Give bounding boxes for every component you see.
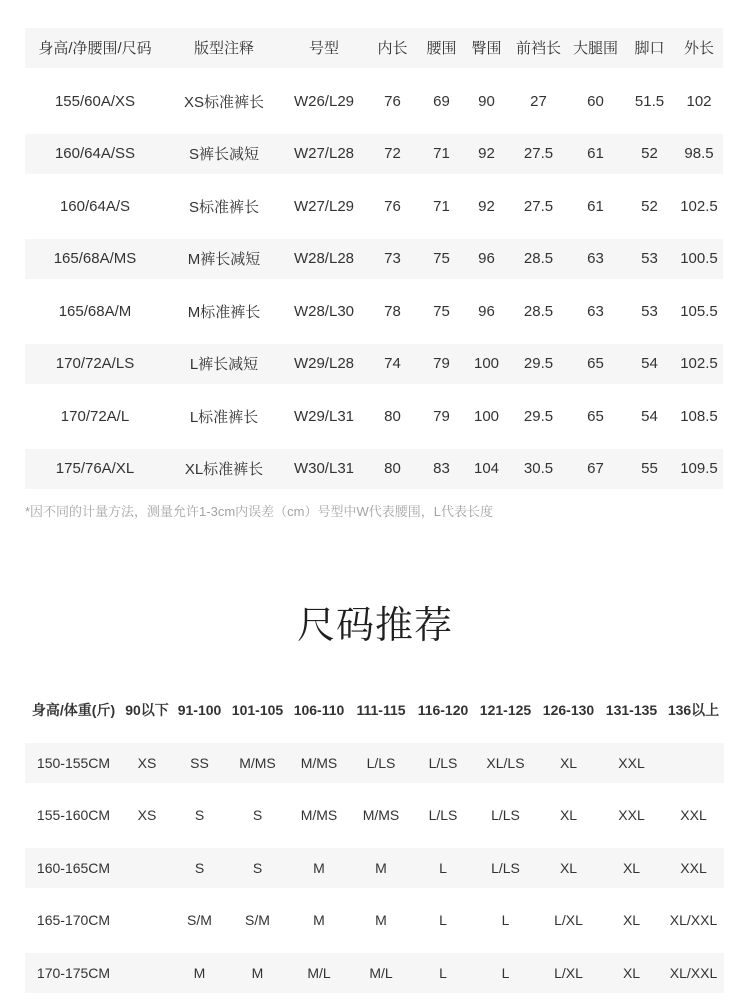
header-cell: 111-115 <box>356 702 406 719</box>
table-row <box>25 180 723 233</box>
table-cell: 53 <box>641 250 658 268</box>
table-cell: 55 <box>641 460 658 478</box>
table-row-band <box>25 396 723 436</box>
table-cell: S <box>194 807 205 824</box>
table-cell: 53 <box>641 302 658 320</box>
header-cell: 大腿围 <box>572 40 618 57</box>
table-cell: 108.5 <box>680 407 718 425</box>
size-measurement-table <box>25 20 723 495</box>
table-cell: 98.5 <box>684 145 714 163</box>
table-cell: 54 <box>641 355 658 373</box>
table-cell: 170/72A/L <box>60 407 130 425</box>
table-cell: 75 <box>433 302 450 320</box>
table-cell: 96 <box>478 302 495 320</box>
table-row-band <box>25 743 724 783</box>
table-row <box>25 285 723 338</box>
header-cell: 前裆长 <box>515 40 561 57</box>
table-cell: XS <box>137 754 157 771</box>
table-cell: M/L <box>307 964 331 981</box>
table-cell: XL <box>622 859 641 876</box>
table-cell: 73 <box>384 250 401 268</box>
table-cell: XL <box>622 964 641 981</box>
table-cell: S/M <box>245 912 270 929</box>
header-row <box>25 20 723 75</box>
table-cell: M/MS <box>300 754 338 771</box>
table-cell: W28/L28 <box>293 250 355 268</box>
table-cell: 165/68A/M <box>58 302 132 320</box>
table-cell: 102 <box>686 92 712 110</box>
measurement-tolerance-note: *因不同的计量方法，测量允许1-3cm内误差（cm）号型中W代表腰围，L代表长度 <box>25 504 494 519</box>
table-cell: 28.5 <box>523 302 554 320</box>
table-cell: 100.5 <box>680 250 718 268</box>
table-cell: 27 <box>530 92 547 110</box>
table-cell: 160/64A/SS <box>54 145 136 163</box>
table-cell: 92 <box>478 197 495 215</box>
header-row-band <box>25 28 723 68</box>
header-cell: 号型 <box>308 40 339 57</box>
table-cell: L/LS <box>491 859 520 876</box>
table-cell: W28/L30 <box>293 302 355 320</box>
table-cell: L裤长减短 <box>189 356 259 374</box>
table-row-band <box>25 795 724 835</box>
table-cell: L/XL <box>554 912 583 929</box>
table-cell: 155/60A/XS <box>54 92 136 110</box>
table-cell: 29.5 <box>523 355 554 373</box>
table-cell: 150-155CM <box>36 754 111 771</box>
header-cell: 131-135 <box>605 702 658 719</box>
table-cell: 155-160CM <box>36 807 111 824</box>
table-cell: 76 <box>384 197 401 215</box>
table-cell: W26/L29 <box>293 92 355 110</box>
table-cell: 102.5 <box>680 197 718 215</box>
table-cell: 52 <box>641 197 658 215</box>
table-cell: M/MS <box>300 807 338 824</box>
header-cell: 136以上 <box>667 702 720 719</box>
table-row-band <box>25 449 723 489</box>
table-cell: L/LS <box>428 754 458 771</box>
table-cell: L/XL <box>554 964 583 981</box>
table-cell: 71 <box>433 145 450 163</box>
header-cell: 脚口 <box>634 40 665 57</box>
table-row <box>25 75 723 128</box>
table-row <box>25 789 724 842</box>
table-cell: 100 <box>473 407 500 425</box>
size-recommend-title: 尺码推荐 <box>296 605 453 647</box>
table-cell: 75 <box>433 250 450 268</box>
table-cell: XL <box>559 807 578 824</box>
table-cell: 28.5 <box>523 250 554 268</box>
header-cell: 外长 <box>683 40 714 57</box>
table-row-band <box>25 239 723 279</box>
table-cell: M <box>375 912 387 929</box>
table-cell: 27.5 <box>523 145 554 163</box>
table-cell: 160/64A/S <box>59 197 131 215</box>
table-cell: M/MS <box>362 807 400 824</box>
table-cell: W27/L28 <box>293 145 355 163</box>
table-cell: XL/LS <box>486 754 525 771</box>
table-cell: XL <box>559 754 578 771</box>
header-cell: 106-110 <box>293 702 345 719</box>
header-cell: 121-125 <box>479 702 532 719</box>
table-cell: S标准裤长 <box>188 198 259 216</box>
header-cell: 91-100 <box>177 702 222 719</box>
table-row <box>25 894 724 947</box>
header-cell: 腰围 <box>426 40 457 57</box>
table-row <box>25 842 724 895</box>
table-cell: 170/72A/LS <box>55 355 135 373</box>
table-cell: 27.5 <box>523 197 554 215</box>
table-cell: W29/L31 <box>293 407 355 425</box>
header-cell: 版型注释 <box>193 40 254 57</box>
table-cell: S <box>252 807 263 824</box>
table-cell: S/M <box>187 912 212 929</box>
table-cell: 65 <box>587 355 604 373</box>
table-row <box>25 947 724 1000</box>
table-row <box>25 390 723 443</box>
table-cell: 60 <box>587 92 604 110</box>
table-row-band <box>25 134 723 174</box>
table-cell: S <box>252 859 263 876</box>
table-cell: XXL <box>680 807 707 824</box>
table-cell: L/LS <box>428 807 458 824</box>
table-cell: 80 <box>384 407 401 425</box>
table-cell: XS <box>137 807 157 824</box>
table-cell: L <box>501 964 510 981</box>
table-cell: 96 <box>478 250 495 268</box>
table-cell: 67 <box>587 460 604 478</box>
table-cell: M标准裤长 <box>187 303 261 321</box>
table-cell: M裤长减短 <box>187 251 261 269</box>
table-cell: 29.5 <box>523 407 554 425</box>
header-row <box>25 684 724 737</box>
table-cell: L <box>439 964 447 981</box>
table-cell: 69 <box>433 92 450 110</box>
table-cell: XXL <box>618 754 645 771</box>
table-cell: 72 <box>384 145 401 163</box>
header-cell: 身高/净腰围/尺码 <box>38 40 152 57</box>
table-cell: 71 <box>433 197 450 215</box>
header-cell: 126-130 <box>542 702 595 719</box>
table-cell: M <box>193 964 206 981</box>
table-cell: 104 <box>473 460 500 478</box>
table-cell: 52 <box>641 145 658 163</box>
table-cell: XXL <box>618 807 645 824</box>
table-cell: 63 <box>587 302 604 320</box>
table-cell: 102.5 <box>680 355 718 373</box>
table-cell: L/LS <box>491 807 520 824</box>
table-cell: XL/XXL <box>669 912 718 929</box>
table-row <box>25 233 723 286</box>
table-cell: M/MS <box>239 754 276 771</box>
table-row-band <box>25 900 724 940</box>
table-cell: M/L <box>369 964 393 981</box>
table-cell: XL <box>622 912 641 929</box>
header-cell: 内长 <box>377 40 408 57</box>
table-cell: S <box>194 859 205 876</box>
table-cell: 170-175CM <box>36 964 111 981</box>
table-cell: XXL <box>680 859 707 876</box>
table-row <box>25 443 723 496</box>
table-cell: M <box>251 964 264 981</box>
table-cell: L标准裤长 <box>189 408 259 426</box>
table-row-band <box>25 291 723 331</box>
table-cell: 79 <box>433 407 450 425</box>
table-cell: L/LS <box>366 754 396 771</box>
header-row-band <box>25 690 724 730</box>
table-cell: S裤长减短 <box>188 146 259 164</box>
table-cell: XS标准裤长 <box>183 93 264 111</box>
table-cell: M <box>375 859 387 876</box>
table-cell: 165-170CM <box>36 912 111 929</box>
table-cell: W27/L29 <box>293 197 355 215</box>
table-cell: 160-165CM <box>36 859 111 876</box>
table-cell: 165/68A/MS <box>53 250 137 268</box>
table-cell: SS <box>190 754 209 771</box>
table-row-band <box>25 953 724 993</box>
table-cell: 109.5 <box>680 460 718 478</box>
header-cell: 90以下 <box>125 702 169 719</box>
table-cell: 30.5 <box>523 460 554 478</box>
table-cell: 105.5 <box>680 302 718 320</box>
table-cell: 83 <box>433 460 450 478</box>
header-cell: 116-120 <box>417 702 469 719</box>
table-cell: 54 <box>641 407 658 425</box>
table-cell: 80 <box>384 460 401 478</box>
table-row-band <box>25 81 723 121</box>
table-row <box>25 128 723 181</box>
table-cell: XL/XXL <box>669 964 718 981</box>
table-cell: 61 <box>587 197 604 215</box>
table-cell: L <box>439 912 447 929</box>
table-row <box>25 737 724 790</box>
table-cell: 76 <box>384 92 401 110</box>
table-cell: M <box>313 912 325 929</box>
table-cell: XL标准裤长 <box>184 461 264 479</box>
table-cell: M <box>313 859 325 876</box>
table-cell: 74 <box>384 355 401 373</box>
table-cell: 65 <box>587 407 604 425</box>
table-cell: XL <box>559 859 578 876</box>
table-cell: 61 <box>587 145 604 163</box>
table-cell: 63 <box>587 250 604 268</box>
table-cell: L <box>439 859 447 876</box>
table-cell: 175/76A/XL <box>55 460 135 478</box>
table-cell: W30/L31 <box>293 460 355 478</box>
header-cell: 身高/体重(斤) <box>31 702 116 719</box>
header-cell: 臀围 <box>471 40 502 57</box>
table-cell: 78 <box>384 302 401 320</box>
table-row-band <box>25 848 724 888</box>
table-row-band <box>25 186 723 226</box>
size-recommend-table <box>25 684 724 999</box>
table-cell: 51.5 <box>634 92 665 110</box>
table-row-band <box>25 344 723 384</box>
table-cell: 100 <box>473 355 500 373</box>
table-row <box>25 338 723 391</box>
table-cell: 79 <box>433 355 450 373</box>
table-cell: L <box>501 912 510 929</box>
header-cell: 101-105 <box>231 702 284 719</box>
table-cell: 90 <box>478 92 495 110</box>
table-cell: W29/L28 <box>293 355 355 373</box>
table-cell: 92 <box>478 145 495 163</box>
